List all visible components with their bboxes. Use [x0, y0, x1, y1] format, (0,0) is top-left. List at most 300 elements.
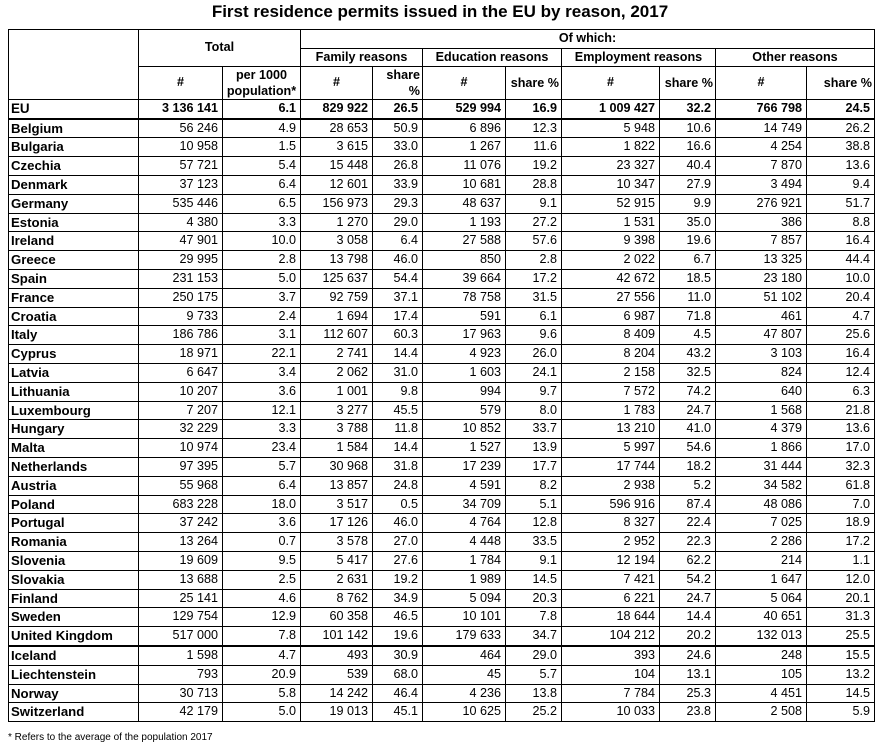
education-share-cell: 11.6: [506, 138, 562, 157]
employment-count-cell: 12 194: [562, 551, 660, 570]
other-share-cell: 17.0: [807, 439, 875, 458]
country-cell: Slovakia: [9, 570, 139, 589]
country-cell: Romania: [9, 533, 139, 552]
employment-count-cell: 2 938: [562, 476, 660, 495]
employment-share-cell: 6.7: [660, 251, 716, 270]
employment-count-cell: 7 421: [562, 570, 660, 589]
other-share-cell: 24.5: [807, 99, 875, 118]
employment-count-cell: 2 158: [562, 363, 660, 382]
per-1000-cell: 20.9: [223, 665, 301, 684]
other-share-cell: 10.0: [807, 269, 875, 288]
other-share-cell: 14.5: [807, 684, 875, 703]
other-share-cell: 20.1: [807, 589, 875, 608]
employment-share-cell: 27.9: [660, 175, 716, 194]
education-share-cell: 34.7: [506, 627, 562, 646]
country-cell: Germany: [9, 194, 139, 213]
education-count-cell: 591: [423, 307, 506, 326]
other-count-cell: 1 647: [716, 570, 807, 589]
table-row: [9, 608, 875, 627]
education-count-cell: 994: [423, 382, 506, 401]
employment-share-cell: 62.2: [660, 551, 716, 570]
table-row: [9, 269, 875, 288]
other-share-cell: 12.4: [807, 363, 875, 382]
education-share-cell: 5.1: [506, 495, 562, 514]
employment-share-cell: 10.6: [660, 119, 716, 138]
other-share-cell: 44.4: [807, 251, 875, 270]
education-count-cell: 850: [423, 251, 506, 270]
employment-count-cell: 1 009 427: [562, 99, 660, 118]
family-share-cell: 26.5: [373, 99, 423, 118]
other-count-cell: 1 568: [716, 401, 807, 420]
employment-share-cell: 24.7: [660, 589, 716, 608]
other-share-cell: 9.4: [807, 175, 875, 194]
family-count-cell: 1 270: [301, 213, 373, 232]
education-share-cell: 19.2: [506, 157, 562, 176]
family-share-cell: 46.4: [373, 684, 423, 703]
family-count-cell: 5 417: [301, 551, 373, 570]
per-1000-cell: 3.7: [223, 288, 301, 307]
employment-share-cell: 18.2: [660, 457, 716, 476]
per-1000-cell: 3.6: [223, 382, 301, 401]
family-share-cell: 45.1: [373, 703, 423, 722]
employment-count-cell: 1 531: [562, 213, 660, 232]
family-share-cell: 19.2: [373, 570, 423, 589]
employment-count-cell: 596 916: [562, 495, 660, 514]
total-count-cell: 1 598: [139, 646, 223, 665]
education-share-cell: 9.7: [506, 382, 562, 401]
per-1000-cell: 5.4: [223, 157, 301, 176]
education-count-cell: 45: [423, 665, 506, 684]
table-row: [9, 551, 875, 570]
country-cell: France: [9, 288, 139, 307]
header-other-share: share %: [807, 66, 875, 99]
country-cell: Finland: [9, 589, 139, 608]
total-count-cell: 57 721: [139, 157, 223, 176]
total-count-cell: 32 229: [139, 420, 223, 439]
employment-count-cell: 6 221: [562, 589, 660, 608]
table-row: [9, 476, 875, 495]
employment-share-cell: 43.2: [660, 345, 716, 364]
table-row: [9, 326, 875, 345]
education-share-cell: 12.3: [506, 119, 562, 138]
employment-count-cell: 8 327: [562, 514, 660, 533]
header-other-count: #: [716, 66, 807, 99]
family-count-cell: 19 013: [301, 703, 373, 722]
table-body: [9, 99, 875, 721]
education-count-cell: 10 625: [423, 703, 506, 722]
employment-count-cell: 42 672: [562, 269, 660, 288]
education-count-cell: 1 527: [423, 439, 506, 458]
employment-share-cell: 41.0: [660, 420, 716, 439]
family-share-cell: 27.0: [373, 533, 423, 552]
table-row: [9, 251, 875, 270]
other-count-cell: 4 451: [716, 684, 807, 703]
header-family-count: #: [301, 66, 373, 99]
other-share-cell: 38.8: [807, 138, 875, 157]
employment-share-cell: 19.6: [660, 232, 716, 251]
per-1000-cell: 7.8: [223, 627, 301, 646]
family-count-cell: 2 741: [301, 345, 373, 364]
employment-share-cell: 23.8: [660, 703, 716, 722]
family-share-cell: 46.0: [373, 251, 423, 270]
family-count-cell: 112 607: [301, 326, 373, 345]
other-count-cell: 23 180: [716, 269, 807, 288]
education-count-cell: 10 101: [423, 608, 506, 627]
family-count-cell: 101 142: [301, 627, 373, 646]
family-count-cell: 3 058: [301, 232, 373, 251]
family-count-cell: 3 615: [301, 138, 373, 157]
country-cell: United Kingdom: [9, 627, 139, 646]
family-count-cell: 156 973: [301, 194, 373, 213]
family-count-cell: 15 448: [301, 157, 373, 176]
total-count-cell: 683 228: [139, 495, 223, 514]
country-cell: Poland: [9, 495, 139, 514]
education-share-cell: 28.8: [506, 175, 562, 194]
header-employment: Employment reasons: [562, 48, 716, 66]
education-share-cell: 13.8: [506, 684, 562, 703]
education-share-cell: 25.2: [506, 703, 562, 722]
other-count-cell: 14 749: [716, 119, 807, 138]
employment-share-cell: 22.4: [660, 514, 716, 533]
other-count-cell: 48 086: [716, 495, 807, 514]
other-count-cell: 40 651: [716, 608, 807, 627]
education-share-cell: 2.8: [506, 251, 562, 270]
education-share-cell: 17.2: [506, 269, 562, 288]
total-count-cell: 7 207: [139, 401, 223, 420]
family-share-cell: 46.5: [373, 608, 423, 627]
other-count-cell: 7 857: [716, 232, 807, 251]
per-1000-cell: 3.3: [223, 213, 301, 232]
education-share-cell: 16.9: [506, 99, 562, 118]
table-row: [9, 589, 875, 608]
education-count-cell: 529 994: [423, 99, 506, 118]
education-count-cell: 4 236: [423, 684, 506, 703]
table-row: [9, 439, 875, 458]
other-share-cell: 16.4: [807, 345, 875, 364]
total-count-cell: 129 754: [139, 608, 223, 627]
education-share-cell: 29.0: [506, 646, 562, 665]
table-row: [9, 345, 875, 364]
family-share-cell: 9.8: [373, 382, 423, 401]
table-row: [9, 99, 875, 118]
family-share-cell: 30.9: [373, 646, 423, 665]
family-share-cell: 29.0: [373, 213, 423, 232]
total-count-cell: 13 688: [139, 570, 223, 589]
per-1000-cell: 5.7: [223, 457, 301, 476]
country-cell: EU: [9, 99, 139, 118]
footnote: * Refers to the average of the population 2017: [8, 732, 213, 743]
total-count-cell: 793: [139, 665, 223, 684]
table-row: [9, 684, 875, 703]
other-count-cell: 248: [716, 646, 807, 665]
per-1000-cell: 0.7: [223, 533, 301, 552]
other-count-cell: 276 921: [716, 194, 807, 213]
total-count-cell: 186 786: [139, 326, 223, 345]
education-share-cell: 24.1: [506, 363, 562, 382]
per-1000-cell: 1.5: [223, 138, 301, 157]
education-count-cell: 34 709: [423, 495, 506, 514]
total-count-cell: 13 264: [139, 533, 223, 552]
other-share-cell: 21.8: [807, 401, 875, 420]
country-cell: Sweden: [9, 608, 139, 627]
education-count-cell: 39 664: [423, 269, 506, 288]
employment-count-cell: 10 347: [562, 175, 660, 194]
family-share-cell: 68.0: [373, 665, 423, 684]
country-cell: Italy: [9, 326, 139, 345]
total-count-cell: 6 647: [139, 363, 223, 382]
other-share-cell: 15.5: [807, 646, 875, 665]
header-per-1000: per 1000 population*: [223, 66, 301, 99]
education-share-cell: 26.0: [506, 345, 562, 364]
other-count-cell: 3 103: [716, 345, 807, 364]
employment-count-cell: 7 572: [562, 382, 660, 401]
per-1000-cell: 9.5: [223, 551, 301, 570]
education-share-cell: 13.9: [506, 439, 562, 458]
other-count-cell: 3 494: [716, 175, 807, 194]
employment-share-cell: 11.0: [660, 288, 716, 307]
other-share-cell: 61.8: [807, 476, 875, 495]
country-cell: Cyprus: [9, 345, 139, 364]
country-cell: Greece: [9, 251, 139, 270]
employment-count-cell: 393: [562, 646, 660, 665]
per-1000-cell: 6.1: [223, 99, 301, 118]
header-of-which: Of which:: [301, 30, 875, 49]
other-count-cell: 766 798: [716, 99, 807, 118]
family-count-cell: 829 922: [301, 99, 373, 118]
total-count-cell: 4 380: [139, 213, 223, 232]
other-share-cell: 13.6: [807, 157, 875, 176]
education-share-cell: 9.1: [506, 194, 562, 213]
family-count-cell: 3 788: [301, 420, 373, 439]
employment-count-cell: 18 644: [562, 608, 660, 627]
total-count-cell: 37 123: [139, 175, 223, 194]
country-cell: Liechtenstein: [9, 665, 139, 684]
education-count-cell: 1 193: [423, 213, 506, 232]
employment-share-cell: 74.2: [660, 382, 716, 401]
header-education-count: #: [423, 66, 506, 99]
education-count-cell: 17 963: [423, 326, 506, 345]
education-count-cell: 1 603: [423, 363, 506, 382]
total-count-cell: 231 153: [139, 269, 223, 288]
other-count-cell: 4 254: [716, 138, 807, 157]
employment-count-cell: 2 952: [562, 533, 660, 552]
employment-count-cell: 2 022: [562, 251, 660, 270]
country-cell: Estonia: [9, 213, 139, 232]
family-count-cell: 14 242: [301, 684, 373, 703]
other-share-cell: 17.2: [807, 533, 875, 552]
per-1000-cell: 4.7: [223, 646, 301, 665]
employment-count-cell: 5 997: [562, 439, 660, 458]
employment-share-cell: 18.5: [660, 269, 716, 288]
education-count-cell: 4 923: [423, 345, 506, 364]
total-count-cell: 97 395: [139, 457, 223, 476]
education-count-cell: 27 588: [423, 232, 506, 251]
family-share-cell: 26.8: [373, 157, 423, 176]
country-cell: Lithuania: [9, 382, 139, 401]
employment-count-cell: 52 915: [562, 194, 660, 213]
other-share-cell: 25.5: [807, 627, 875, 646]
education-share-cell: 7.8: [506, 608, 562, 627]
family-share-cell: 19.6: [373, 627, 423, 646]
table-row: [9, 288, 875, 307]
family-count-cell: 28 653: [301, 119, 373, 138]
table-row: [9, 627, 875, 646]
education-count-cell: 1 267: [423, 138, 506, 157]
education-share-cell: 8.0: [506, 401, 562, 420]
family-share-cell: 0.5: [373, 495, 423, 514]
header-employment-count: #: [562, 66, 660, 99]
employment-share-cell: 71.8: [660, 307, 716, 326]
family-share-cell: 33.9: [373, 175, 423, 194]
total-count-cell: 3 136 141: [139, 99, 223, 118]
per-1000-cell: 3.4: [223, 363, 301, 382]
country-cell: Austria: [9, 476, 139, 495]
employment-count-cell: 6 987: [562, 307, 660, 326]
total-count-cell: 29 995: [139, 251, 223, 270]
family-count-cell: 12 601: [301, 175, 373, 194]
family-count-cell: 92 759: [301, 288, 373, 307]
table-row: [9, 175, 875, 194]
family-share-cell: 31.0: [373, 363, 423, 382]
employment-share-cell: 4.5: [660, 326, 716, 345]
education-count-cell: 4 764: [423, 514, 506, 533]
education-share-cell: 9.1: [506, 551, 562, 570]
table-row: [9, 457, 875, 476]
other-count-cell: 386: [716, 213, 807, 232]
other-count-cell: 34 582: [716, 476, 807, 495]
family-count-cell: 539: [301, 665, 373, 684]
per-1000-cell: 2.5: [223, 570, 301, 589]
employment-count-cell: 5 948: [562, 119, 660, 138]
country-cell: Bulgaria: [9, 138, 139, 157]
other-count-cell: 13 325: [716, 251, 807, 270]
country-cell: Portugal: [9, 514, 139, 533]
country-cell: Denmark: [9, 175, 139, 194]
employment-count-cell: 27 556: [562, 288, 660, 307]
table-row: [9, 570, 875, 589]
employment-share-cell: 5.2: [660, 476, 716, 495]
total-count-cell: 25 141: [139, 589, 223, 608]
other-count-cell: 31 444: [716, 457, 807, 476]
education-share-cell: 5.7: [506, 665, 562, 684]
employment-count-cell: 13 210: [562, 420, 660, 439]
education-count-cell: 1 989: [423, 570, 506, 589]
country-cell: Slovenia: [9, 551, 139, 570]
education-count-cell: 579: [423, 401, 506, 420]
family-share-cell: 14.4: [373, 345, 423, 364]
other-count-cell: 4 379: [716, 420, 807, 439]
total-count-cell: 18 971: [139, 345, 223, 364]
total-count-cell: 37 242: [139, 514, 223, 533]
education-share-cell: 6.1: [506, 307, 562, 326]
employment-share-cell: 24.6: [660, 646, 716, 665]
other-count-cell: 2 508: [716, 703, 807, 722]
education-share-cell: 33.7: [506, 420, 562, 439]
country-cell: Norway: [9, 684, 139, 703]
table-row: [9, 420, 875, 439]
education-share-cell: 57.6: [506, 232, 562, 251]
per-1000-cell: 5.0: [223, 269, 301, 288]
other-share-cell: 1.1: [807, 551, 875, 570]
employment-share-cell: 25.3: [660, 684, 716, 703]
other-share-cell: 20.4: [807, 288, 875, 307]
education-count-cell: 17 239: [423, 457, 506, 476]
employment-share-cell: 24.7: [660, 401, 716, 420]
per-1000-cell: 22.1: [223, 345, 301, 364]
other-share-cell: 25.6: [807, 326, 875, 345]
education-count-cell: 4 591: [423, 476, 506, 495]
other-count-cell: 214: [716, 551, 807, 570]
employment-count-cell: 8 204: [562, 345, 660, 364]
education-count-cell: 6 896: [423, 119, 506, 138]
other-count-cell: 5 064: [716, 589, 807, 608]
total-count-cell: 250 175: [139, 288, 223, 307]
education-count-cell: 78 758: [423, 288, 506, 307]
family-count-cell: 493: [301, 646, 373, 665]
country-cell: Spain: [9, 269, 139, 288]
per-1000-cell: 12.1: [223, 401, 301, 420]
country-cell: Netherlands: [9, 457, 139, 476]
per-1000-cell: 3.1: [223, 326, 301, 345]
per-1000-cell: 2.4: [223, 307, 301, 326]
other-share-cell: 7.0: [807, 495, 875, 514]
education-count-cell: 10 852: [423, 420, 506, 439]
education-share-cell: 33.5: [506, 533, 562, 552]
country-cell: Malta: [9, 439, 139, 458]
header-education-share: share %: [506, 66, 562, 99]
table-row: [9, 232, 875, 251]
other-count-cell: 2 286: [716, 533, 807, 552]
other-count-cell: 461: [716, 307, 807, 326]
header-other: Other reasons: [716, 48, 875, 66]
table-row: [9, 119, 875, 138]
country-cell: Iceland: [9, 646, 139, 665]
education-count-cell: 10 681: [423, 175, 506, 194]
other-share-cell: 31.3: [807, 608, 875, 627]
family-share-cell: 33.0: [373, 138, 423, 157]
total-count-cell: 10 974: [139, 439, 223, 458]
employment-count-cell: 7 784: [562, 684, 660, 703]
per-1000-cell: 3.3: [223, 420, 301, 439]
per-1000-cell: 5.0: [223, 703, 301, 722]
employment-count-cell: 17 744: [562, 457, 660, 476]
family-share-cell: 31.8: [373, 457, 423, 476]
employment-count-cell: 104 212: [562, 627, 660, 646]
total-count-cell: 56 246: [139, 119, 223, 138]
family-count-cell: 3 277: [301, 401, 373, 420]
total-count-cell: 42 179: [139, 703, 223, 722]
employment-count-cell: 10 033: [562, 703, 660, 722]
per-1000-cell: 6.4: [223, 476, 301, 495]
per-1000-cell: 23.4: [223, 439, 301, 458]
employment-share-cell: 22.3: [660, 533, 716, 552]
country-cell: Ireland: [9, 232, 139, 251]
other-share-cell: 4.7: [807, 307, 875, 326]
education-count-cell: 464: [423, 646, 506, 665]
education-share-cell: 27.2: [506, 213, 562, 232]
education-count-cell: 11 076: [423, 157, 506, 176]
other-count-cell: 640: [716, 382, 807, 401]
education-share-cell: 17.7: [506, 457, 562, 476]
table-row: [9, 514, 875, 533]
family-share-cell: 45.5: [373, 401, 423, 420]
family-share-cell: 34.9: [373, 589, 423, 608]
employment-share-cell: 54.6: [660, 439, 716, 458]
employment-count-cell: 23 327: [562, 157, 660, 176]
family-share-cell: 17.4: [373, 307, 423, 326]
education-count-cell: 48 637: [423, 194, 506, 213]
other-share-cell: 32.3: [807, 457, 875, 476]
